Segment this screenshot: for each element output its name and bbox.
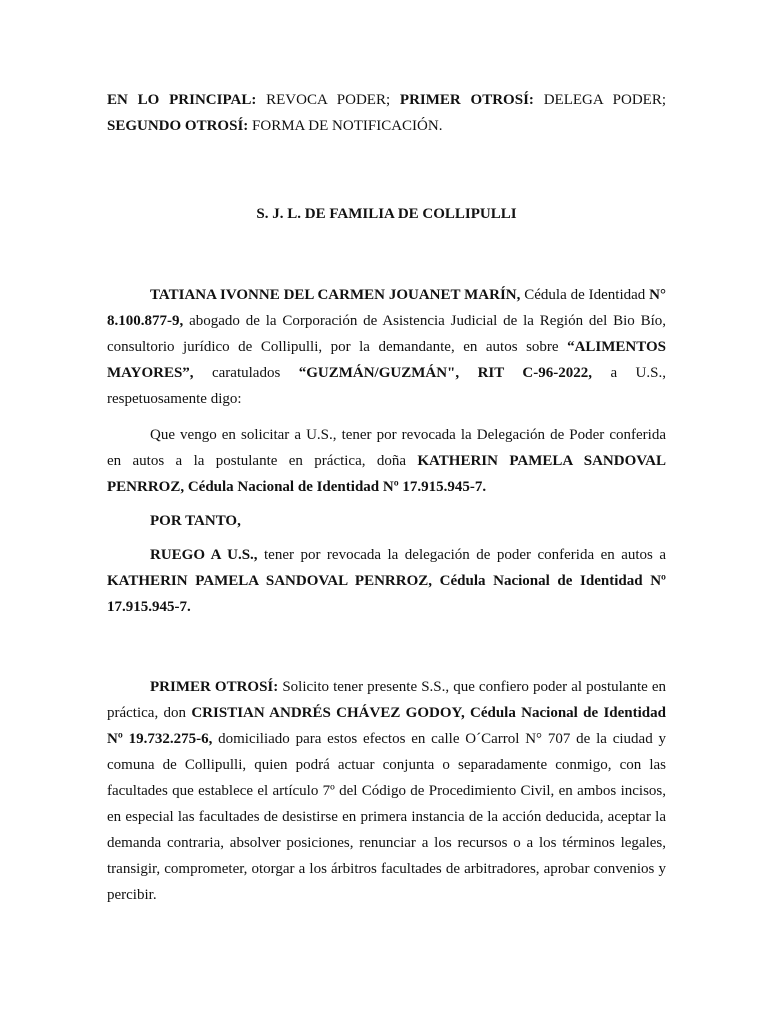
cuerpo-postulante: KATHERIN PAMELA SANDOVAL PENRROZ, Cédula Nacional de Identidad Nº 17.915.945-7. [107, 453, 666, 495]
document-page [107, 87, 666, 908]
comparecencia-texto3: a U.S., respetuosamente digo: [107, 365, 666, 407]
primer-otrosi-texto2: domiciliado para estos efectos en calle O´Carrol N° 707 de la ciudad y comuna de Collipulli, quien podrá actuar conjunta o separadamente conmigo, con las facultades que establece el artículo 7º del Código de Procedimiento Civil, en ambos incisos, en especial las facultades de desistirse en primera instancia de la acción deducida, aceptar la demanda contraria, absolver posiciones, renunciar a los recursos o a los términos legales, transigir, comprometer, otorgar a los árbitros facultades de arbitradores, aprobar convenios y percibir. [107, 731, 666, 903]
sumilla-principal-text: REVOCA PODER; [256, 92, 400, 108]
comparecencia-paragraph [107, 282, 666, 412]
sumilla-primer-text: DELEGA PODER; [533, 92, 667, 108]
comparecencia-materia: “ALIMENTOS MAYORES”, [107, 339, 666, 381]
ruego-label: RUEGO A U.S., [150, 547, 258, 563]
cuerpo-texto: Que vengo en solicitar a U.S., tener por revocada la Delegación de Poder conferida en autos a la postulante en práctica, doña [107, 427, 666, 469]
comparecencia-caratula: “GUZMÁN/GUZMÁN", RIT C-96-2022, [298, 365, 592, 381]
primer-otrosi-label: PRIMER OTROSÍ: [150, 679, 279, 695]
comparecencia-texto2: caratulados [193, 365, 299, 381]
por-tanto: POR TANTO, [150, 513, 241, 529]
court-name: S. J. L. DE FAMILIA DE COLLIPULLI [256, 206, 517, 222]
sumilla-primer-label: PRIMER OTROSÍ: [399, 92, 534, 108]
primer-otrosi-texto1: Solicito tener presente S.S., que confiero poder al postulante en práctica, don [107, 679, 666, 721]
comparecencia-nombre: TATIANA IVONNE DEL CARMEN JOUANET MARÍN, [150, 287, 521, 303]
comparecencia-texto1: abogado de la Corporación de Asistencia Judicial de la Región del Bio Bío, consultorio jurídico de Collipulli, por la demandante, en autos sobre [107, 313, 666, 355]
por-tanto-paragraph [107, 508, 666, 534]
comparecencia-cedula-num: N° 8.100.877-9, [107, 287, 666, 329]
court-heading [107, 201, 666, 227]
ruego-paragraph [107, 542, 666, 620]
cuerpo-paragraph [107, 422, 666, 500]
sumilla [107, 87, 666, 139]
sumilla-principal-label: EN LO PRINCIPAL: [107, 92, 257, 108]
comparecencia-cedula-label: Cédula de Identidad [520, 287, 650, 303]
primer-otrosi-paragraph [107, 674, 666, 908]
sumilla-segundo-text: FORMA DE NOTIFICACIÓN. [248, 118, 443, 134]
sumilla-segundo-label: SEGUNDO OTROSÍ: [107, 118, 249, 134]
ruego-texto: tener por revocada la delegación de poder conferida en autos a [257, 547, 666, 563]
ruego-postulante: KATHERIN PAMELA SANDOVAL PENRROZ, Cédula Nacional de Identidad Nº 17.915.945-7. [107, 573, 666, 615]
primer-otrosi-postulante: CRISTIAN ANDRÉS CHÁVEZ GODOY, Cédula Nacional de Identidad Nº 19.732.275-6, [107, 705, 666, 747]
